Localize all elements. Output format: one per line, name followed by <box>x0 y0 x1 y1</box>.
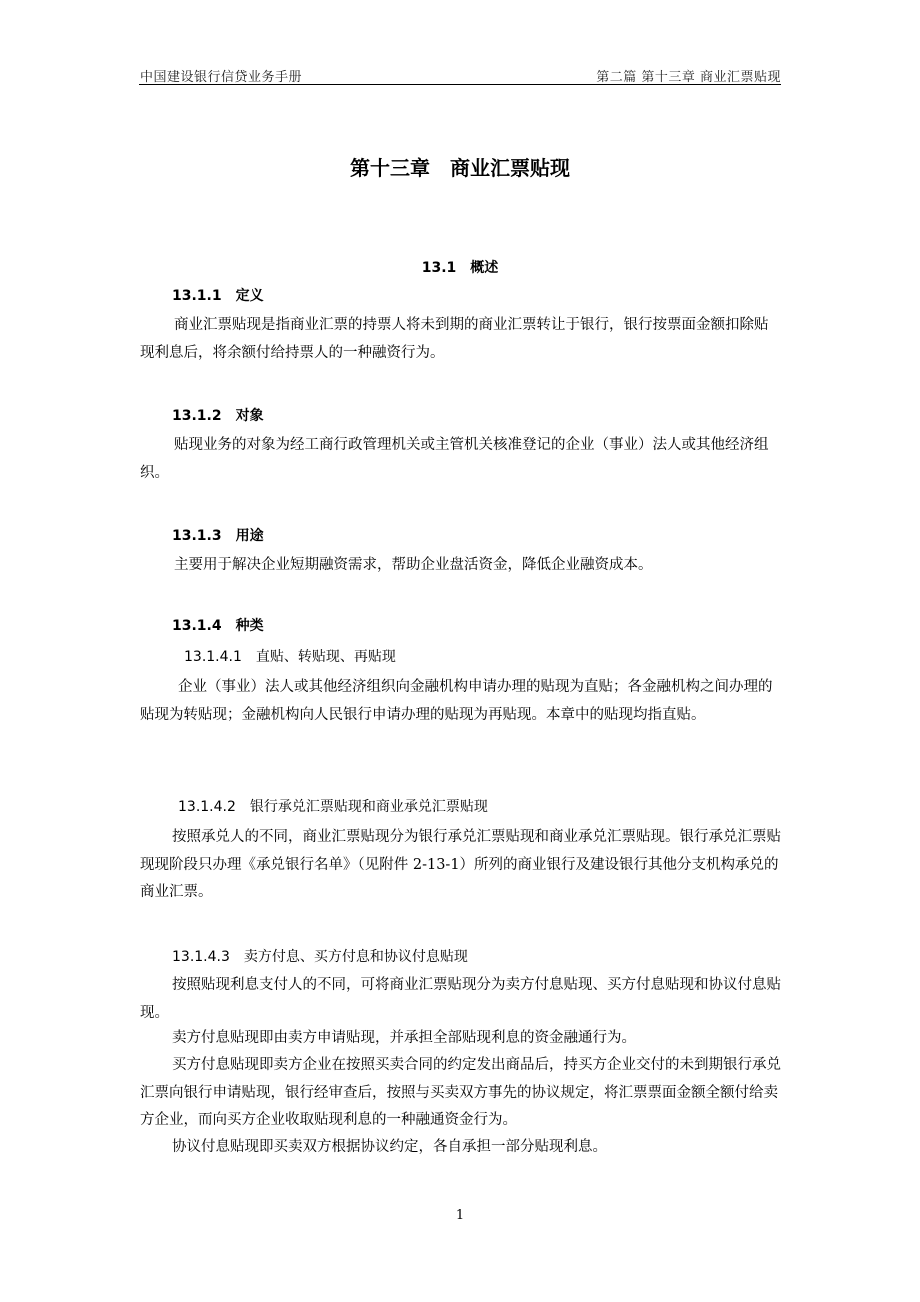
heading-13-1-2 <box>172 405 264 425</box>
heading-number: 13.1.4.3 <box>172 949 230 965</box>
heading-title: 种类 <box>235 618 264 634</box>
paragraph-seller-pays: 卖方付息贴现即由卖方申请贴现，并承担全部贴现利息的资金融通行为。 <box>172 1030 636 1046</box>
heading-number: 13.1.4.1 <box>184 649 242 665</box>
heading-13-1-1 <box>172 285 264 305</box>
heading-13-1-4-3 <box>172 946 468 966</box>
paragraph-direct-discount: 企业（事业）法人或其他经济组织向金融机构申请办理的贴现为直贴；各金融机构之间办理的贴现为转贴现；金融机构向人民银行申请办理的贴现为再贴现。本章中的贴现均指直贴。 <box>140 679 773 723</box>
heading-13-1-4-2 <box>178 796 488 816</box>
section-heading-13-1 <box>0 257 920 277</box>
paragraph-buyer-pays: 买方付息贴现即卖方企业在按照买卖合同的约定发出商品后，持买方企业交付的未到期银行承兑汇票向银行申请贴现，银行经审查后，按照与买卖双方事先的协议规定，将汇票票面金额全额付给卖方企业，而向买方企业收取贴现利息的一种融通资金行为。 <box>140 1057 781 1128</box>
section-title: 概述 <box>470 260 499 276</box>
running-header-left: 中国建设银行信贷业务手册 <box>140 70 303 85</box>
page-number: 1 <box>455 1208 465 1223</box>
header-rule <box>139 84 781 85</box>
heading-title: 直贴、转贴现、再贴现 <box>255 649 396 665</box>
heading-number: 13.1.2 <box>172 408 222 424</box>
paragraph-object: 贴现业务的对象为经工商行政管理机关或主管机关核准登记的企业（事业）法人或其他经济组织。 <box>140 437 769 481</box>
heading-13-1-3 <box>172 525 264 545</box>
heading-title: 定义 <box>235 288 264 304</box>
heading-number: 13.1.4 <box>172 618 222 634</box>
paragraph-interest-payer: 按照贴现利息支付人的不同，可将商业汇票贴现分为卖方付息贴现、买方付息贴现和协议付息贴现。 <box>140 977 781 1021</box>
paragraph-agreement-pays: 协议付息贴现即买卖双方根据协议约定，各自承担一部分贴现利息。 <box>172 1139 607 1155</box>
chapter-title: 第十三章 商业汇票贴现 <box>350 156 570 180</box>
heading-title: 对象 <box>235 408 264 424</box>
running-header-right: 第二篇 第十三章 商业汇票贴现 <box>596 70 781 85</box>
heading-title: 银行承兑汇票贴现和商业承兑汇票贴现 <box>249 799 488 815</box>
heading-number: 13.1.4.2 <box>178 799 236 815</box>
paragraph-acceptance-types: 按照承兑人的不同，商业汇票贴现分为银行承兑汇票贴现和商业承兑汇票贴现。银行承兑汇票贴现现阶段只办理《承兑银行名单》（见附件 2-13-1）所列的商业银行及建设银行其他分支机构承兑的商业汇票。 <box>140 829 781 900</box>
heading-13-1-4-1 <box>184 646 396 666</box>
paragraph-definition: 商业汇票贴现是指商业汇票的持票人将未到期的商业汇票转让于银行，银行按票面金额扣除贴现利息后，将余额付给持票人的一种融资行为。 <box>140 317 769 361</box>
heading-number: 13.1.1 <box>172 288 222 304</box>
section-number: 13.1 <box>421 260 457 276</box>
heading-title: 卖方付息、买方付息和协议付息贴现 <box>243 949 468 965</box>
paragraph-usage: 主要用于解决企业短期融资需求，帮助企业盘活资金，降低企业融资成本。 <box>174 557 653 573</box>
heading-13-1-4 <box>172 615 264 635</box>
heading-number: 13.1.3 <box>172 528 222 544</box>
heading-title: 用途 <box>235 528 264 544</box>
